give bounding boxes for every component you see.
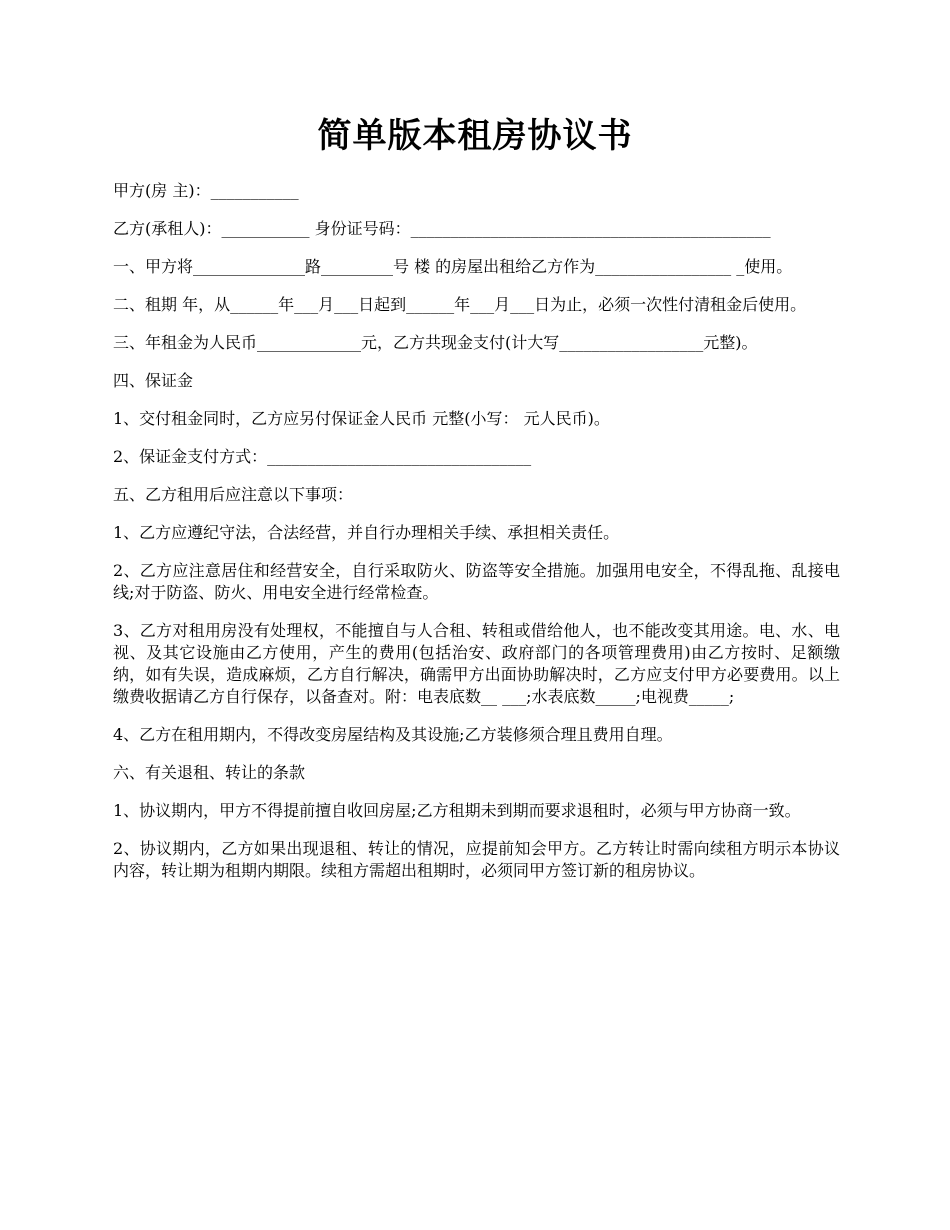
clause-2-lease-term: 二、租期 年，从______年___月___日起到______年___月___日为止，必须一次性付清租金后使用。 bbox=[113, 295, 807, 314]
section-4-heading-deposit: 四、保证金 bbox=[113, 371, 194, 390]
section-5-heading-notes: 五、乙方租用后应注意以下事项： bbox=[113, 485, 354, 504]
deposit-item-2: 2、保证金支付方式：_________________________________ bbox=[113, 447, 532, 466]
clause-1-property: 一、甲方将______________路_________号 楼 的房屋出租给乙方作为_________________ _使用。 bbox=[113, 257, 793, 276]
deposit-item-1: 1、交付租金同时，乙方应另付保证金人民币 元整(小写： 元人民币)。 bbox=[113, 409, 610, 428]
notes-item-4: 4、乙方在租用期内，不得改变房屋结构及其设施;乙方装修须合理且费用自理。 bbox=[113, 725, 673, 744]
termination-item-2: 2、协议期内，乙方如果出现退租、转让的情况，应提前知会甲方。乙方转让时需向续租方明示本协议内容，转让期为租期内期限。续租方需超出租期时，必须同甲方签订新的租房协议。 bbox=[113, 839, 840, 880]
termination-item-1: 1、协议期内，甲方不得提前擅自收回房屋;乙方租期未到期而要求退租时，必须与甲方协商一致。 bbox=[113, 801, 801, 820]
section-6-heading-termination: 六、有关退租、转让的条款 bbox=[113, 763, 306, 782]
clause-3-rent: 三、年租金为人民币_____________元，乙方共现金支付(计大写__________________元整)。 bbox=[113, 333, 758, 352]
notes-item-2: 2、乙方应注意居住和经营安全，自行采取防火、防盗等安全措施。加强用电安全，不得乱拖、乱接电线;对于防盗、防火、用电安全进行经常检查。 bbox=[113, 561, 840, 602]
party-b-line: 乙方(承租人)：___________ 身份证号码：_____________________________________________ bbox=[113, 219, 771, 238]
notes-item-1: 1、乙方应遵纪守法，合法经营，并自行办理相关手续、承担相关责任。 bbox=[113, 523, 620, 542]
document-body bbox=[113, 180, 840, 898]
document-title: 简单版本租房协议书 bbox=[317, 116, 633, 156]
party-a-line: 甲方(房 主)：___________ bbox=[113, 181, 299, 200]
notes-item-3: 3、乙方对租用房没有处理权，不能擅自与人合租、转租或借给他人，也不能改变其用途。电、水、电视、及其它设施由乙方使用，产生的费用(包括治安、政府部门的各项管理费用)由乙方按时、足额缴纳，如有失误，造成麻烦，乙方自行解决，确需甲方出面协助解决时，乙方应支付甲方必要费用。以上缴费收据请乙方自行保存，以备查对。附：电表底数__ ___;水表底数_____;电视费_____; bbox=[113, 621, 840, 706]
